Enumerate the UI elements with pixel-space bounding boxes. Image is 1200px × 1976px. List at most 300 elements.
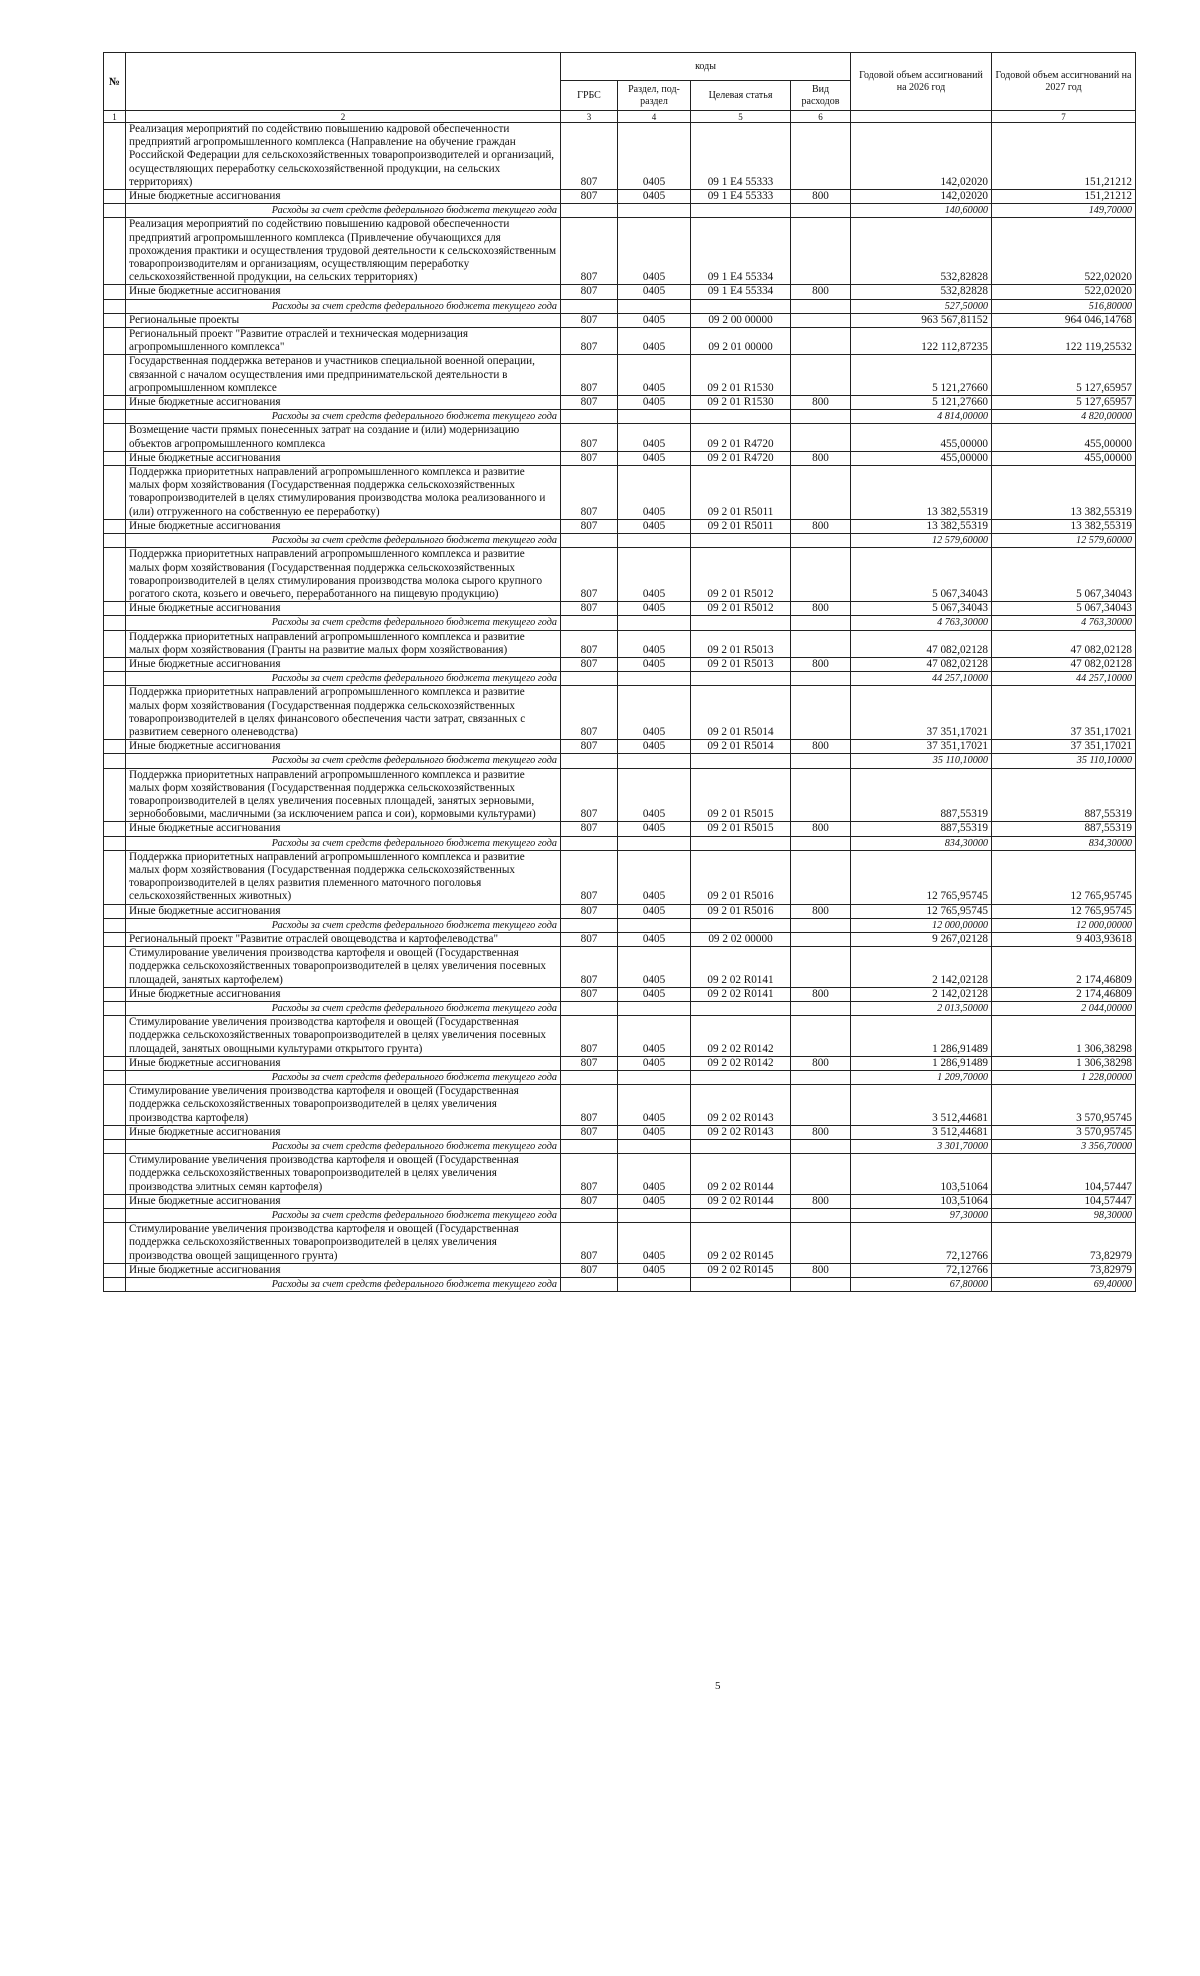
row-grbs: 807	[561, 218, 618, 285]
row-expense-type	[791, 299, 851, 313]
row-name: Иные бюджетные ассигнования	[126, 519, 561, 533]
row-number-cell	[104, 932, 126, 946]
row-volume-2027: 35 110,10000	[992, 754, 1136, 768]
row-volume-2026: 4 763,30000	[851, 616, 992, 630]
row-name: Расходы за счет средств федерального бюджета текущего года	[126, 204, 561, 218]
row-razdel: 0405	[618, 657, 691, 671]
row-volume-2026: 97,30000	[851, 1209, 992, 1223]
row-grbs: 807	[561, 328, 618, 355]
row-razdel: 0405	[618, 548, 691, 602]
row-name: Региональный проект "Развитие отраслей овощеводства и картофелеводства"	[126, 932, 561, 946]
row-number-cell	[104, 1125, 126, 1139]
row-razdel: 0405	[618, 1125, 691, 1139]
row-volume-2026: 103,51064	[851, 1194, 992, 1208]
table-row	[104, 1016, 1136, 1057]
row-name: Расходы за счет средств федерального бюджета текущего года	[126, 836, 561, 850]
row-volume-2027: 2 174,46809	[992, 947, 1136, 988]
row-grbs: 807	[561, 190, 618, 204]
row-volume-2027: 5 127,65957	[992, 355, 1136, 396]
row-volume-2027: 3 356,70000	[992, 1140, 1136, 1154]
row-target-article: 09 2 01 R5015	[691, 822, 791, 836]
row-grbs: 807	[561, 1056, 618, 1070]
row-razdel	[618, 1002, 691, 1016]
row-volume-2027: 5 067,34043	[992, 548, 1136, 602]
row-number-cell	[104, 285, 126, 299]
row-grbs	[561, 754, 618, 768]
row-number-cell	[104, 1085, 126, 1126]
row-expense-type: 800	[791, 740, 851, 754]
row-grbs: 807	[561, 1194, 618, 1208]
row-razdel	[618, 1209, 691, 1223]
row-name: Иные бюджетные ассигнования	[126, 1263, 561, 1277]
row-volume-2027: 3 570,95745	[992, 1125, 1136, 1139]
row-razdel	[618, 754, 691, 768]
row-target-article: 09 2 01 R1530	[691, 396, 791, 410]
row-expense-type	[791, 1223, 851, 1264]
row-expense-type: 800	[791, 451, 851, 465]
row-grbs: 807	[561, 822, 618, 836]
index-cell: 4	[618, 111, 691, 123]
row-number-cell	[104, 548, 126, 602]
row-razdel: 0405	[618, 904, 691, 918]
table-row	[104, 932, 1136, 946]
row-expense-type	[791, 218, 851, 285]
row-expense-type	[791, 1085, 851, 1126]
row-target-article	[691, 534, 791, 548]
index-cell: 7	[992, 111, 1136, 123]
row-target-article	[691, 1071, 791, 1085]
row-name: Иные бюджетные ассигнования	[126, 1125, 561, 1139]
row-razdel: 0405	[618, 686, 691, 740]
federal-budget-row	[104, 918, 1136, 932]
row-name: Иные бюджетные ассигнования	[126, 602, 561, 616]
row-razdel: 0405	[618, 355, 691, 396]
row-razdel	[618, 1071, 691, 1085]
row-grbs: 807	[561, 1125, 618, 1139]
row-volume-2026: 47 082,02128	[851, 630, 992, 657]
row-grbs: 807	[561, 466, 618, 520]
row-razdel: 0405	[618, 1056, 691, 1070]
index-cell: 1	[104, 111, 126, 123]
row-razdel: 0405	[618, 947, 691, 988]
row-name: Расходы за счет средств федерального бюджета текущего года	[126, 1071, 561, 1085]
row-target-article: 09 2 01 R5013	[691, 630, 791, 657]
row-volume-2027: 69,40000	[992, 1278, 1136, 1292]
row-razdel	[618, 299, 691, 313]
row-grbs: 807	[561, 548, 618, 602]
row-expense-type: 800	[791, 657, 851, 671]
row-target-article: 09 2 02 R0141	[691, 947, 791, 988]
table-row	[104, 630, 1136, 657]
row-number-cell	[104, 190, 126, 204]
row-name: Расходы за счет средств федерального бюджета текущего года	[126, 410, 561, 424]
row-volume-2026: 887,55319	[851, 822, 992, 836]
row-volume-2027: 516,80000	[992, 299, 1136, 313]
row-number-cell	[104, 686, 126, 740]
row-number-cell	[104, 672, 126, 686]
row-grbs: 807	[561, 630, 618, 657]
row-number-cell	[104, 218, 126, 285]
row-target-article	[691, 410, 791, 424]
row-expense-type	[791, 630, 851, 657]
row-target-article: 09 2 00 00000	[691, 313, 791, 327]
federal-budget-row	[104, 204, 1136, 218]
row-razdel: 0405	[618, 602, 691, 616]
row-razdel: 0405	[618, 451, 691, 465]
row-name: Иные бюджетные ассигнования	[126, 396, 561, 410]
federal-budget-row	[104, 1140, 1136, 1154]
row-grbs: 807	[561, 768, 618, 822]
row-target-article	[691, 204, 791, 218]
row-volume-2026: 1 286,91489	[851, 1016, 992, 1057]
row-number-cell	[104, 299, 126, 313]
row-number-cell	[104, 1016, 126, 1057]
row-razdel	[618, 534, 691, 548]
row-number-cell	[104, 519, 126, 533]
row-volume-2027: 13 382,55319	[992, 466, 1136, 520]
federal-budget-row	[104, 1002, 1136, 1016]
row-name: Реализация мероприятий по содействию повышению кадровой обеспеченности предприятий агропромышленного комплекса (Привлечение обучающихся для прохождения практики и осуществления трудовой деятельности к сельскохозяйственным товаропроизводителям и организациям, осуществляющим переработку сельскохозяйственной продукции, на сельских территориях)	[126, 218, 561, 285]
table-row	[104, 1223, 1136, 1264]
row-number-cell	[104, 466, 126, 520]
row-grbs	[561, 534, 618, 548]
row-volume-2027: 98,30000	[992, 1209, 1136, 1223]
row-expense-type	[791, 328, 851, 355]
row-grbs	[561, 918, 618, 932]
row-volume-2026: 834,30000	[851, 836, 992, 850]
header-number: №	[104, 53, 126, 111]
row-name: Стимулирование увеличения производства картофеля и овощей (Государственная поддержка сельскохозяйственных товаропроизводителей в целях увеличения производства картофеля)	[126, 1085, 561, 1126]
row-name: Расходы за счет средств федерального бюджета текущего года	[126, 534, 561, 548]
row-volume-2027: 37 351,17021	[992, 740, 1136, 754]
row-volume-2026: 887,55319	[851, 768, 992, 822]
row-volume-2027: 73,82979	[992, 1263, 1136, 1277]
row-target-article: 09 2 02 R0142	[691, 1056, 791, 1070]
row-razdel: 0405	[618, 1223, 691, 1264]
row-number-cell	[104, 1071, 126, 1085]
table-row	[104, 123, 1136, 190]
row-razdel: 0405	[618, 328, 691, 355]
row-volume-2027: 1 306,38298	[992, 1056, 1136, 1070]
row-target-article: 09 2 01 R5016	[691, 904, 791, 918]
row-expense-type	[791, 754, 851, 768]
row-volume-2026: 142,02020	[851, 123, 992, 190]
table-row	[104, 1056, 1136, 1070]
row-target-article	[691, 836, 791, 850]
row-volume-2026: 532,82828	[851, 285, 992, 299]
row-volume-2026: 532,82828	[851, 218, 992, 285]
row-razdel: 0405	[618, 1194, 691, 1208]
row-volume-2027: 5 067,34043	[992, 602, 1136, 616]
row-razdel: 0405	[618, 1263, 691, 1277]
row-razdel: 0405	[618, 285, 691, 299]
row-expense-type	[791, 947, 851, 988]
row-razdel	[618, 672, 691, 686]
row-volume-2027: 104,57447	[992, 1154, 1136, 1195]
row-target-article: 09 2 01 R5015	[691, 768, 791, 822]
row-number-cell	[104, 850, 126, 904]
row-razdel	[618, 1278, 691, 1292]
row-expense-type	[791, 1209, 851, 1223]
row-target-article: 09 2 02 R0145	[691, 1223, 791, 1264]
row-number-cell	[104, 355, 126, 396]
row-expense-type	[791, 850, 851, 904]
row-number-cell	[104, 1140, 126, 1154]
row-grbs: 807	[561, 602, 618, 616]
row-razdel: 0405	[618, 123, 691, 190]
row-volume-2027: 13 382,55319	[992, 519, 1136, 533]
table-row	[104, 218, 1136, 285]
row-grbs	[561, 616, 618, 630]
row-name: Поддержка приоритетных направлений агропромышленного комплекса и развитие малых форм хозяйствования (Государственная поддержка сельскохозяйственных товаропроизводителей в целях стимулирования производства молока реализованного и (или) отгруженного на собственную ее переработку)	[126, 466, 561, 520]
row-expense-type	[791, 1154, 851, 1195]
row-number-cell	[104, 534, 126, 548]
header-vid: Вид расходов	[791, 81, 851, 111]
federal-budget-row	[104, 299, 1136, 313]
row-volume-2026: 1 209,70000	[851, 1071, 992, 1085]
federal-budget-row	[104, 1071, 1136, 1085]
row-volume-2026: 67,80000	[851, 1278, 992, 1292]
federal-budget-row	[104, 616, 1136, 630]
row-number-cell	[104, 313, 126, 327]
row-grbs	[561, 1071, 618, 1085]
row-razdel: 0405	[618, 630, 691, 657]
row-volume-2027: 12 000,00000	[992, 918, 1136, 932]
row-grbs	[561, 836, 618, 850]
row-volume-2027: 104,57447	[992, 1194, 1136, 1208]
table-row	[104, 657, 1136, 671]
row-expense-type	[791, 548, 851, 602]
row-expense-type	[791, 836, 851, 850]
row-name: Иные бюджетные ассигнования	[126, 1056, 561, 1070]
row-grbs	[561, 1209, 618, 1223]
table-row	[104, 519, 1136, 533]
row-name: Иные бюджетные ассигнования	[126, 451, 561, 465]
row-expense-type: 800	[791, 602, 851, 616]
row-target-article: 09 2 02 R0144	[691, 1154, 791, 1195]
table-row	[104, 1154, 1136, 1195]
row-volume-2026: 12 000,00000	[851, 918, 992, 932]
row-target-article: 09 2 01 R5014	[691, 686, 791, 740]
row-grbs: 807	[561, 932, 618, 946]
row-name: Расходы за счет средств федерального бюджета текущего года	[126, 1278, 561, 1292]
row-name: Расходы за счет средств федерального бюджета текущего года	[126, 1140, 561, 1154]
row-volume-2027: 455,00000	[992, 424, 1136, 451]
row-name: Расходы за счет средств федерального бюджета текущего года	[126, 1002, 561, 1016]
row-volume-2027: 73,82979	[992, 1223, 1136, 1264]
row-name: Стимулирование увеличения производства картофеля и овощей (Государственная поддержка сельскохозяйственных товаропроизводителей в целях увеличения производства элитных семян картофеля)	[126, 1154, 561, 1195]
table-row	[104, 1085, 1136, 1126]
row-expense-type	[791, 1002, 851, 1016]
row-volume-2027: 12 765,95745	[992, 904, 1136, 918]
row-grbs	[561, 1002, 618, 1016]
row-number-cell	[104, 204, 126, 218]
table-row	[104, 1194, 1136, 1208]
row-volume-2027: 3 570,95745	[992, 1085, 1136, 1126]
row-expense-type	[791, 1016, 851, 1057]
row-grbs: 807	[561, 313, 618, 327]
row-grbs: 807	[561, 904, 618, 918]
row-volume-2027: 1 228,00000	[992, 1071, 1136, 1085]
row-name: Иные бюджетные ассигнования	[126, 1194, 561, 1208]
row-target-article: 09 1 E4 55334	[691, 218, 791, 285]
row-volume-2027: 522,02020	[992, 218, 1136, 285]
row-grbs: 807	[561, 740, 618, 754]
row-name: Расходы за счет средств федерального бюджета текущего года	[126, 754, 561, 768]
federal-budget-row	[104, 410, 1136, 424]
row-expense-type	[791, 424, 851, 451]
row-volume-2026: 44 257,10000	[851, 672, 992, 686]
row-target-article: 09 1 E4 55333	[691, 190, 791, 204]
federal-budget-row	[104, 672, 1136, 686]
table-row	[104, 424, 1136, 451]
row-volume-2026: 2 142,02128	[851, 947, 992, 988]
row-razdel: 0405	[618, 768, 691, 822]
row-name: Иные бюджетные ассигнования	[126, 285, 561, 299]
header-celevaya: Целевая статья	[691, 81, 791, 111]
row-expense-type	[791, 686, 851, 740]
table-row	[104, 285, 1136, 299]
row-expense-type	[791, 204, 851, 218]
row-grbs: 807	[561, 987, 618, 1001]
row-name: Иные бюджетные ассигнования	[126, 904, 561, 918]
row-volume-2026: 527,50000	[851, 299, 992, 313]
row-razdel	[618, 204, 691, 218]
row-volume-2027: 4 763,30000	[992, 616, 1136, 630]
row-volume-2026: 12 579,60000	[851, 534, 992, 548]
row-grbs	[561, 672, 618, 686]
table-row	[104, 822, 1136, 836]
header-volume-2026: Годовой объем ассигнований на 2026 год	[851, 53, 992, 111]
row-volume-2026: 455,00000	[851, 424, 992, 451]
header-index-row	[104, 111, 1136, 123]
row-grbs	[561, 204, 618, 218]
table-row	[104, 740, 1136, 754]
row-target-article: 09 2 01 R5011	[691, 519, 791, 533]
row-volume-2026: 9 267,02128	[851, 932, 992, 946]
row-expense-type	[791, 466, 851, 520]
row-expense-type: 800	[791, 1056, 851, 1070]
row-volume-2027: 12 765,95745	[992, 850, 1136, 904]
row-number-cell	[104, 657, 126, 671]
row-target-article	[691, 672, 791, 686]
row-number-cell	[104, 1278, 126, 1292]
row-volume-2027: 151,21212	[992, 123, 1136, 190]
row-expense-type: 800	[791, 987, 851, 1001]
row-number-cell	[104, 768, 126, 822]
row-razdel: 0405	[618, 1016, 691, 1057]
row-grbs: 807	[561, 424, 618, 451]
row-volume-2027: 5 127,65957	[992, 396, 1136, 410]
row-grbs	[561, 410, 618, 424]
row-volume-2026: 5 067,34043	[851, 548, 992, 602]
row-number-cell	[104, 754, 126, 768]
row-target-article	[691, 1002, 791, 1016]
row-volume-2027: 4 820,00000	[992, 410, 1136, 424]
row-volume-2027: 455,00000	[992, 451, 1136, 465]
row-name: Поддержка приоритетных направлений агропромышленного комплекса и развитие малых форм хозяйствования (Государственная поддержка сельскохозяйственных товаропроизводителей в целях развития племенного маточного поголовья сельскохозяйственных животных)	[126, 850, 561, 904]
row-name: Иные бюджетные ассигнования	[126, 657, 561, 671]
row-volume-2027: 151,21212	[992, 190, 1136, 204]
row-name: Расходы за счет средств федерального бюджета текущего года	[126, 672, 561, 686]
row-expense-type	[791, 313, 851, 327]
index-cell	[851, 111, 992, 123]
row-expense-type	[791, 534, 851, 548]
row-number-cell	[104, 616, 126, 630]
row-volume-2027: 9 403,93618	[992, 932, 1136, 946]
row-name: Расходы за счет средств федерального бюджета текущего года	[126, 299, 561, 313]
row-volume-2026: 103,51064	[851, 1154, 992, 1195]
row-expense-type	[791, 616, 851, 630]
row-number-cell	[104, 947, 126, 988]
row-razdel: 0405	[618, 424, 691, 451]
row-razdel: 0405	[618, 396, 691, 410]
row-grbs: 807	[561, 1223, 618, 1264]
row-number-cell	[104, 904, 126, 918]
row-volume-2027: 122 119,25532	[992, 328, 1136, 355]
row-expense-type	[791, 1278, 851, 1292]
row-volume-2027: 1 306,38298	[992, 1016, 1136, 1057]
index-cell: 2	[126, 111, 561, 123]
row-name: Стимулирование увеличения производства картофеля и овощей (Государственная поддержка сельскохозяйственных товаропроизводителей в целях увеличения посевных площадей, занятых картофелем)	[126, 947, 561, 988]
row-target-article: 09 2 02 R0143	[691, 1125, 791, 1139]
row-name: Расходы за счет средств федерального бюджета текущего года	[126, 918, 561, 932]
row-volume-2026: 5 067,34043	[851, 602, 992, 616]
row-volume-2026: 12 765,95745	[851, 850, 992, 904]
header-row-top	[104, 53, 1136, 81]
row-expense-type	[791, 1071, 851, 1085]
row-razdel: 0405	[618, 1085, 691, 1126]
table-row	[104, 396, 1136, 410]
header-name-blank	[126, 53, 561, 111]
row-expense-type: 800	[791, 1263, 851, 1277]
row-number-cell	[104, 918, 126, 932]
row-target-article: 09 2 02 00000	[691, 932, 791, 946]
row-expense-type	[791, 410, 851, 424]
row-volume-2027: 2 044,00000	[992, 1002, 1136, 1016]
row-volume-2026: 47 082,02128	[851, 657, 992, 671]
row-volume-2027: 522,02020	[992, 285, 1136, 299]
row-volume-2026: 3 301,70000	[851, 1140, 992, 1154]
row-target-article: 09 2 01 R5013	[691, 657, 791, 671]
table-row	[104, 466, 1136, 520]
row-target-article: 09 2 01 R1530	[691, 355, 791, 396]
row-grbs: 807	[561, 850, 618, 904]
federal-budget-row	[104, 1278, 1136, 1292]
row-name: Стимулирование увеличения производства картофеля и овощей (Государственная поддержка сельскохозяйственных товаропроизводителей в целях увеличения посевных площадей, занятых овощными культурами открытого грунта)	[126, 1016, 561, 1057]
row-volume-2026: 455,00000	[851, 451, 992, 465]
row-grbs: 807	[561, 1016, 618, 1057]
row-grbs: 807	[561, 947, 618, 988]
row-expense-type	[791, 672, 851, 686]
row-number-cell	[104, 1194, 126, 1208]
index-cell: 5	[691, 111, 791, 123]
federal-budget-row	[104, 836, 1136, 850]
row-target-article: 09 2 02 R0144	[691, 1194, 791, 1208]
row-target-article: 09 2 01 R5011	[691, 466, 791, 520]
row-volume-2026: 35 110,10000	[851, 754, 992, 768]
row-expense-type	[791, 1140, 851, 1154]
row-name: Поддержка приоритетных направлений агропромышленного комплекса и развитие малых форм хозяйствования (Гранты на развитие малых форм хозяйствования)	[126, 630, 561, 657]
row-name: Иные бюджетные ассигнования	[126, 740, 561, 754]
row-target-article	[691, 299, 791, 313]
table-row	[104, 602, 1136, 616]
row-razdel	[618, 1140, 691, 1154]
row-razdel: 0405	[618, 313, 691, 327]
row-grbs	[561, 299, 618, 313]
row-number-cell	[104, 410, 126, 424]
row-razdel: 0405	[618, 519, 691, 533]
